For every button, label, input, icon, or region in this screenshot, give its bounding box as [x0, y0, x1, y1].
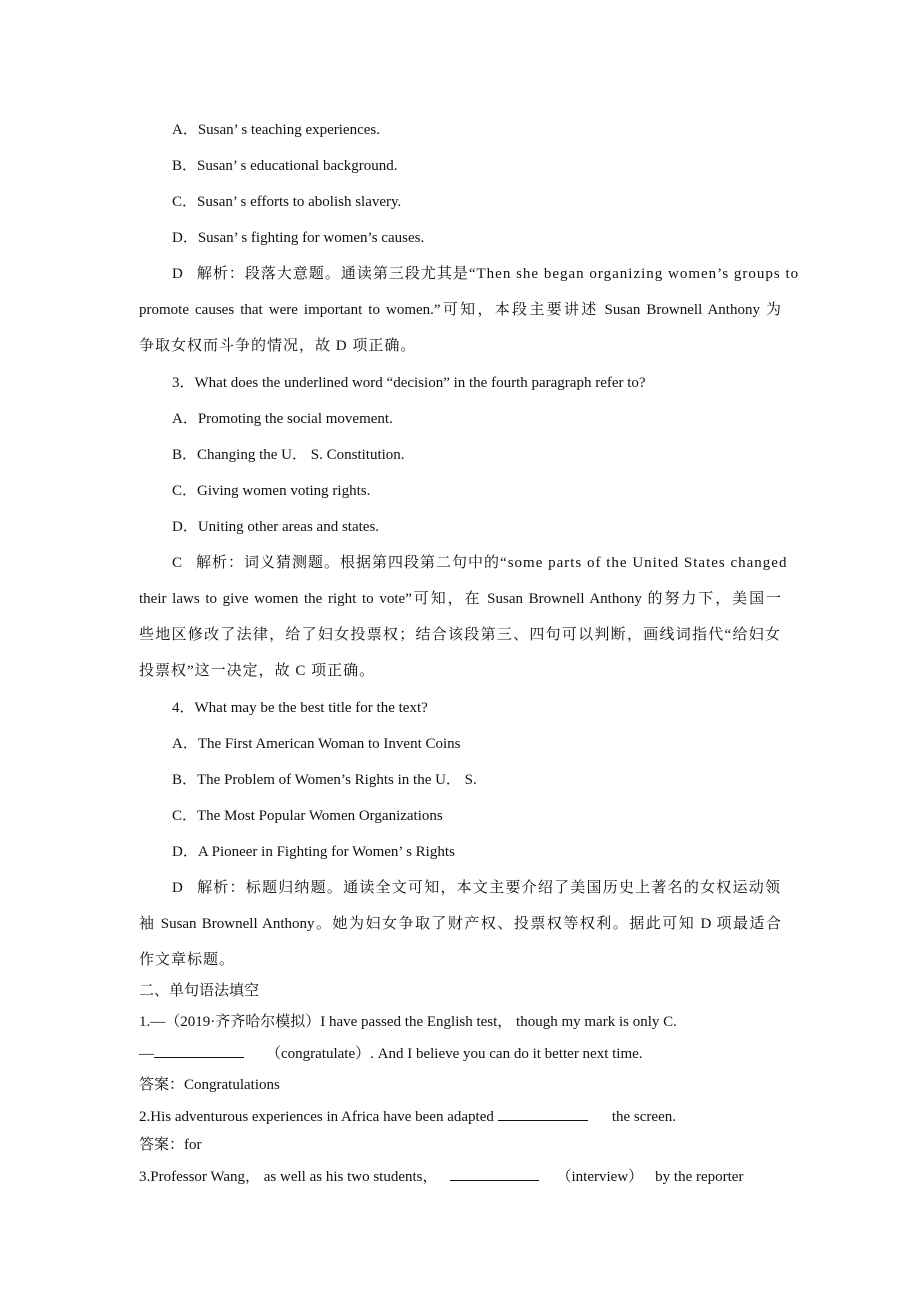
- option-letter: A．: [172, 122, 198, 138]
- option-letter: D．: [172, 519, 198, 535]
- answer-value: Congratulations: [184, 1077, 280, 1093]
- option-letter: C．: [172, 808, 198, 824]
- section-heading: 二、单句语法填空: [139, 983, 260, 999]
- grammar-item-2-answer: [139, 1135, 202, 1155]
- q4-option-a: [172, 734, 461, 754]
- answer-label: 答案：: [139, 1137, 185, 1153]
- option-text: Susan’ s educational background.: [197, 158, 398, 174]
- q4-question: [172, 698, 428, 718]
- grammar-item-1-answer: [139, 1075, 280, 1095]
- question-text: What does the underlined word “decision” in the fourth paragraph refer to?: [194, 375, 646, 391]
- q3-question: [172, 373, 646, 393]
- hint-text: （interview）: [556, 1169, 644, 1185]
- q3-option-d: [172, 517, 379, 537]
- option-letter: B．: [172, 772, 198, 788]
- q3-analysis-line-4: 投票权”这一决定，故 C 项正确。: [139, 663, 376, 679]
- q2-analysis-line-3: 争取女权而斗争的情况，故 D 项正确。: [139, 338, 417, 354]
- q4-option-c: [172, 806, 443, 826]
- sentence-suffix: by the reporter: [655, 1169, 744, 1185]
- answer-letter: D: [172, 880, 183, 896]
- analysis-text: 段落大意题。通读第三段尤其是“Then she began organizing women’s groups to: [244, 266, 800, 282]
- option-text: Promoting the social movement.: [197, 411, 393, 427]
- option-letter: D．: [172, 844, 198, 860]
- answer-letter: D: [172, 266, 183, 282]
- fill-blank[interactable]: [450, 1166, 539, 1181]
- sentence-prefix: 3.Professor Wang， as well as his two students，: [139, 1169, 438, 1185]
- q2-analysis-line-1: [172, 264, 800, 284]
- option-letter: B．: [172, 447, 198, 463]
- option-letter: D．: [172, 230, 198, 246]
- question-text: What may be the best title for the text?: [194, 700, 428, 716]
- q4-analysis-line-2: 袖 Susan Brownell Anthony。她为妇女争取了财产权、投票权等权利。据此可知 D 项最适合: [139, 916, 781, 932]
- q4-option-b: [172, 770, 477, 790]
- q3-analysis-line-1: [172, 553, 788, 573]
- analysis-label: 解析：: [196, 266, 245, 282]
- option-text: The First American Woman to Invent Coins: [197, 736, 461, 752]
- q4-analysis-line-1: [172, 878, 781, 898]
- q2-option-b: [172, 156, 398, 176]
- dash: —: [139, 1046, 154, 1062]
- q2-option-a: [172, 120, 380, 140]
- option-letter: C．: [172, 194, 198, 210]
- grammar-item-1-line-1: 1.—（2019·齐齐哈尔模拟）I have passed the English test， though my mark is only C.: [139, 1014, 677, 1030]
- hint-text: （congratulate）. And I believe you can do it better next time.: [266, 1046, 643, 1062]
- option-text: The Most Popular Women Organizations: [197, 808, 443, 824]
- fill-blank[interactable]: [498, 1106, 588, 1121]
- q4-option-d: [172, 842, 455, 862]
- q3-option-a: [172, 409, 393, 429]
- sentence-prefix: 2.His adventurous experiences in Africa have been adapted: [139, 1109, 494, 1125]
- q3-analysis-line-3: 些地区修改了法律，给了妇女投票权；结合该段第三、四句可以判断，画线词指代“给妇女: [139, 627, 781, 643]
- question-number: 4．: [172, 700, 195, 716]
- option-letter: A．: [172, 411, 198, 427]
- q4-analysis-line-3: 作文章标题。: [139, 952, 236, 968]
- analysis-text: 标题归纳题。通读全文可知，本文主要介绍了美国历史上著名的女权运动领: [245, 880, 781, 896]
- q3-analysis-line-2: their laws to give women the right to vote”可知，在 Susan Brownell Anthony 的努力下，美国一: [139, 591, 781, 607]
- answer-label: 答案：: [139, 1077, 185, 1093]
- q3-option-b: [172, 445, 405, 465]
- option-text: Uniting other areas and states.: [197, 519, 380, 535]
- option-letter: B．: [172, 158, 198, 174]
- sentence-suffix: the screen.: [611, 1109, 676, 1125]
- option-text: Susan’ s teaching experiences.: [197, 122, 380, 138]
- q2-analysis-line-2: promote causes that were important to women.”可知，本段主要讲述 Susan Brownell Anthony 为: [139, 302, 781, 318]
- option-text: Giving women voting rights.: [197, 483, 371, 499]
- option-text: Changing the U． S. Constitution.: [197, 447, 405, 463]
- q3-option-c: [172, 481, 370, 501]
- q2-option-d: [172, 228, 424, 248]
- option-letter: A．: [172, 736, 198, 752]
- grammar-item-1-line-2: [139, 1043, 643, 1063]
- option-letter: C．: [172, 483, 198, 499]
- answer-letter: C: [172, 555, 183, 571]
- analysis-text: 词义猜测题。根据第四段第二句中的“some parts of the United States changed: [244, 555, 788, 571]
- option-text: The Problem of Women’s Rights in the U． S.: [197, 772, 477, 788]
- analysis-label: 解析：: [196, 555, 245, 571]
- fill-blank[interactable]: [154, 1043, 244, 1058]
- q2-option-c: [172, 192, 401, 212]
- question-number: 3．: [172, 375, 195, 391]
- grammar-item-3: [139, 1166, 743, 1186]
- option-text: A Pioneer in Fighting for Women’ s Rights: [197, 844, 455, 860]
- grammar-item-2: [139, 1106, 676, 1126]
- analysis-label: 解析：: [196, 880, 246, 896]
- option-text: Susan’ s fighting for women’s causes.: [197, 230, 425, 246]
- option-text: Susan’ s efforts to abolish slavery.: [197, 194, 402, 210]
- answer-value: for: [184, 1137, 202, 1153]
